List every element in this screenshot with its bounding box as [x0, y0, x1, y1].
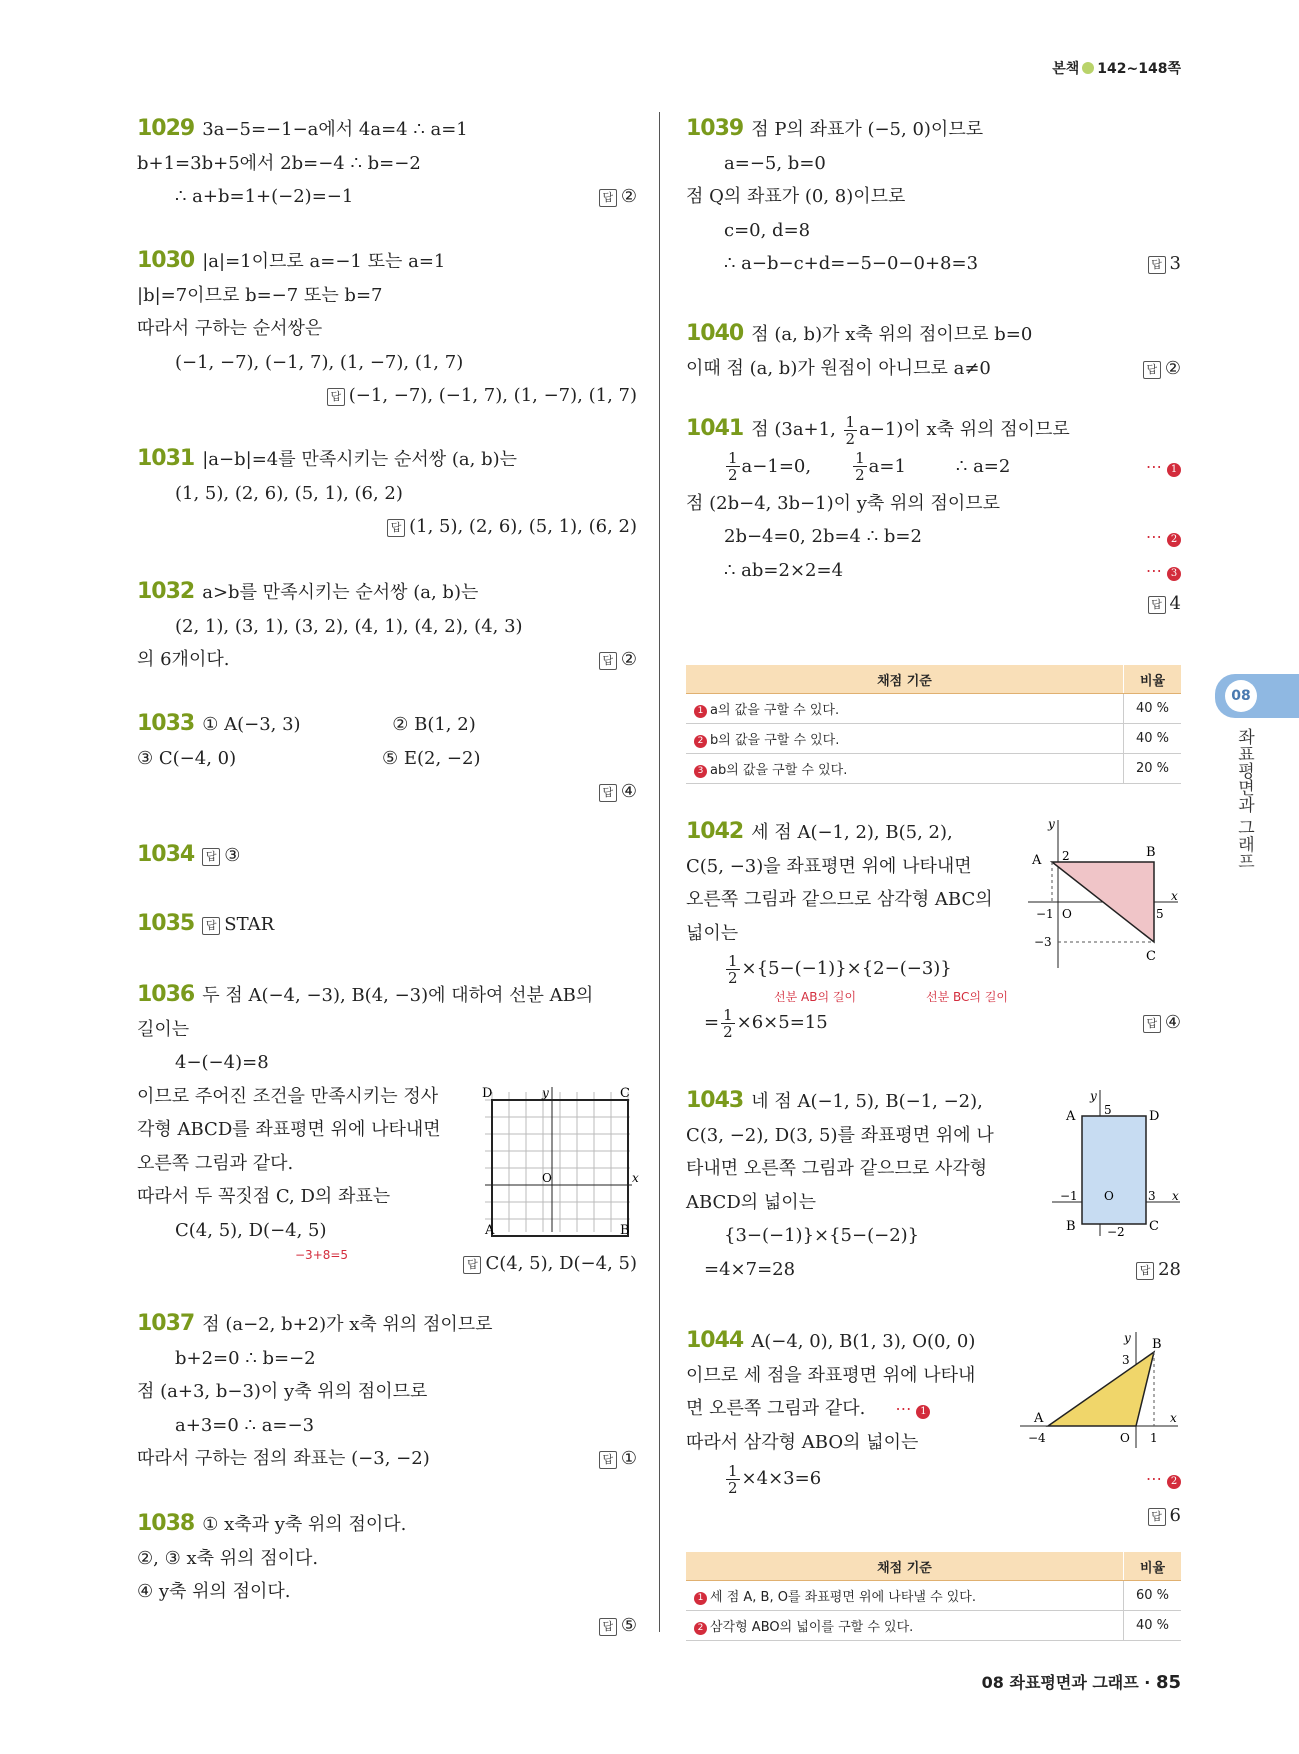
label-c: C: [1149, 1219, 1159, 1234]
bullet-icon: [1082, 62, 1094, 74]
answer-icon: 답: [1148, 256, 1166, 274]
grid-lines: [485, 1092, 630, 1232]
triangle-abo: [1048, 1352, 1154, 1426]
problem-1036: 1036 두 점 A(−4, −3), B(4, −3)에 대하여 선분 AB의 길이는 4−(−4)=8 이므로 주어진 조건을 만족시키는 정사 각형 ABCD를 좌표평면 위에 나타내면 오른쪽 그림과 같다. 따라서 두 꼭짓점 C, D의 좌표는 C(4, 5), D(−4, 5) −3+8=5 답 C(4, 5), D(−4, 5): [137, 982, 637, 1274]
problem-1041: 1041 점 (3a+1, $\frac{1}{2}$ a−1)이 x축 위의 점이므로 $\frac{1}{2}$ a−1=0, $\frac{1}{2}$ a=1 ∴ a=2 ⋯ 1 점 (2b−4, 3b−1)이 y축 위의 점이므로 2b−4=0, 2b=4 ∴ b=2 ⋯ 2 ∴ ab=2×2=4 ⋯ 3 답 4: [686, 412, 1181, 614]
problem-1044: 1044 A(−4, 0), B(1, 3), O(0, 0) 이므로 세 점을 좌표평면 위에 나타내 면 오른쪽 그림과 같다. ⋯ 1 따라서 삼각형 ABO의 넓이는 $\frac{1}{2}$ ×4×3=6 ⋯ 2 답 6: [686, 1328, 1181, 1526]
answer-icon: 답: [599, 652, 617, 670]
chapter-title-vertical: 좌표평면과 그래프: [1234, 728, 1254, 870]
page-footer: 08 좌표평면과 그래프 · 85: [981, 1672, 1181, 1693]
figure-1036-grid: [480, 1082, 639, 1238]
y-label: y: [542, 1086, 549, 1100]
label-a: A: [485, 1223, 495, 1238]
page-number: 85: [1155, 1672, 1181, 1693]
problem-1030: 1030 |a|=1이므로 a=−1 또는 a=1 |b|=7이므로 b=−7 또는 b=7 따라서 구하는 순서쌍은 (−1, −7), (−1, 7), (1, −7), (1, 7) 답 (−1, −7), (−1, 7), (1, −7), (1, 7): [137, 248, 637, 406]
y-label: y: [1124, 1331, 1131, 1345]
problem-1034: 1034 답 ③: [137, 842, 241, 867]
problem-1039: 1039 점 P의 좌표가 (−5, 0)이므로 a=−5, b=0 점 Q의 좌표가 (0, 8)이므로 c=0, d=8 ∴ a−b−c+d=−5−0−0+8=3 답 3: [686, 116, 1181, 274]
fraction-half: $\frac{1}{2}$: [845, 412, 856, 448]
label-c: C: [620, 1086, 630, 1101]
problem-1037: 1037 점 (a−2, b+2)가 x축 위의 점이므로 b+2=0 ∴ b=−2 점 (a+3, b−3)이 y축 위의 점이므로 a+3=0 ∴ a=−3 따라서 구하는 점의 좌표는 (−3, −2) 답 ①: [137, 1311, 637, 1469]
tick-1: 1: [1150, 1431, 1158, 1445]
answer-icon: 답: [463, 1256, 481, 1274]
figure-1042-triangle: [1028, 818, 1182, 970]
tick-minus-3: −3: [1034, 935, 1052, 949]
origin-label: O: [1062, 907, 1072, 921]
problem-1031: 1031 |a−b|=4를 만족시키는 순서쌍 (a, b)는 (1, 5), (2, 6), (5, 1), (6, 2) 답 (1, 5), (2, 6), (5, 1), (6, 2): [137, 446, 637, 537]
chapter-number: 08: [1225, 680, 1257, 712]
label-c: C: [1146, 949, 1156, 964]
problem-1040: 1040 점 (a, b)가 x축 위의 점이므로 b=0 이때 점 (a, b)가 원점이 아니므로 a≠0 답 ②: [686, 321, 1181, 379]
label-d: D: [482, 1086, 493, 1101]
tick-minus-1: −1: [1036, 907, 1054, 921]
fraction-half: $\frac{1}{2}$: [855, 449, 865, 484]
answer-icon: 답: [599, 189, 617, 207]
rectangle-abcd: [1082, 1116, 1146, 1224]
figure-1043-rectangle: [1052, 1088, 1182, 1238]
tick-minus-1: −1: [1060, 1189, 1078, 1203]
step-marker-2: ⋯ 2: [1146, 520, 1181, 554]
x-label: x: [1172, 1189, 1179, 1203]
scoring-table-1041: 채점 기준 비율 1 a의 값을 구할 수 있다. 40 % 2 b의 값을 구할 수 있다. 40 % 3 ab의 값을 구할 수 있다. 20 %: [686, 665, 1181, 784]
x-label: x: [1171, 889, 1178, 903]
label-b: B: [1146, 845, 1156, 860]
label-a: A: [1066, 1109, 1076, 1124]
answer: 답 ②: [599, 180, 637, 214]
step-marker-2: ⋯ 2: [1146, 1459, 1181, 1499]
tick-5: 5: [1104, 1103, 1112, 1117]
y-label: y: [1048, 817, 1055, 831]
y-label: y: [1090, 1089, 1097, 1103]
answer-icon: 답: [1143, 361, 1161, 379]
scoring-table-1044: 채점 기준 비율 1 세 점 A, B, O를 좌표평면 위에 나타낼 수 있다. 60 % 2 삼각형 ABO의 넓이를 구할 수 있다. 40 %: [686, 1552, 1181, 1641]
label-b: B: [1066, 1219, 1076, 1234]
label-b: B: [1152, 1337, 1162, 1352]
answer-icon: 답: [1136, 1262, 1154, 1280]
column-divider: [659, 112, 660, 1632]
fraction-half: $\frac{1}{2}$: [728, 1461, 738, 1497]
sum-note: −3+8=5: [295, 1248, 349, 1262]
answer-icon: 답: [387, 519, 405, 537]
answer-icon: 답: [202, 848, 220, 866]
problem-1038: 1038 ① x축과 y축 위의 점이다. ②, ③ x축 위의 점이다. ④ y축 위의 점이다. 답 ⑤: [137, 1511, 637, 1636]
fraction-half: $\frac{1}{2}$: [728, 951, 738, 987]
step-marker-3: ⋯ 3: [1146, 554, 1181, 588]
figure-1044-triangle: [1020, 1330, 1180, 1450]
problem-1035: 1035 답 STAR: [137, 911, 275, 936]
origin-label: O: [1104, 1189, 1114, 1203]
answer-icon: 답: [599, 1451, 617, 1469]
answer-icon: 답: [1148, 1508, 1166, 1526]
problem-1033: 1033 ① A(−3, 3) ② B(1, 2) ③ C(−4, 0) ⑤ E(2, −2) 답 ④: [137, 711, 637, 802]
tick-3: 3: [1148, 1189, 1156, 1203]
problem-1042: 1042 세 점 A(−1, 2), B(5, 2), C(5, −3)을 좌표평면 위에 나타내면 오른쪽 그림과 같으므로 삼각형 ABC의 넓이는 $\frac{1}{2}$ ×{5−(−1)}×{2−(−3)} 선분 AB의 길이 선분 BC의 길이 = $\frac{1}{2}$ ×6×5=15 답 ④: [686, 819, 1181, 1041]
problem-1029: 1029 3a−5=−1−a에서 4a=4 ∴ a=1 b+1=3b+5에서 2b=−4 ∴ b=−2 ∴ a+b=1+(−2)=−1 답 ②: [137, 112, 637, 214]
label-b: B: [620, 1223, 630, 1238]
tick-3: 3: [1122, 1353, 1130, 1367]
origin-label: O: [1120, 1431, 1130, 1445]
step-marker-1: ⋯ 1: [1146, 447, 1181, 487]
fraction-half: $\frac{1}{2}$: [728, 449, 738, 484]
label-d: D: [1149, 1109, 1160, 1124]
page-header: 본책 142~148쪽: [1052, 61, 1181, 77]
problem-1043: 1043 네 점 A(−1, 5), B(−1, −2), C(3, −2), D(3, 5)를 좌표평면 위에 나 타내면 오른쪽 그림과 같으므로 사각형 ABCD의 넓이는 {3−(−1)}×{5−(−2)} =4×7=28 답 28: [686, 1088, 1181, 1280]
x-label: x: [632, 1171, 639, 1185]
step-marker-1: ⋯ 1: [895, 1399, 930, 1418]
answer-icon: 답: [202, 917, 220, 935]
label-a: A: [1034, 1411, 1044, 1426]
chapter-tab[interactable]: [1215, 674, 1299, 718]
answer-icon: 답: [1148, 596, 1166, 614]
answer-icon: 답: [1143, 1015, 1161, 1033]
x-label: x: [1170, 1411, 1177, 1425]
tick-2: 2: [1062, 849, 1070, 863]
tick-minus-4: −4: [1028, 1431, 1046, 1445]
tick-5: 5: [1156, 907, 1164, 921]
answer-icon: 답: [599, 1618, 617, 1636]
answer-icon: 답: [599, 784, 617, 802]
answer-icon: 답: [327, 388, 345, 406]
fraction-half: $\frac{1}{2}$: [723, 1005, 733, 1041]
origin-label: O: [542, 1171, 552, 1185]
problem-1032: 1032 a>b를 만족시키는 순서쌍 (a, b)는 (2, 1), (3, 1), (3, 2), (4, 1), (4, 2), (4, 3) 의 6개이다. 답 ②: [137, 579, 637, 670]
label-a: A: [1032, 853, 1042, 868]
tick-minus-2: −2: [1107, 1225, 1125, 1239]
